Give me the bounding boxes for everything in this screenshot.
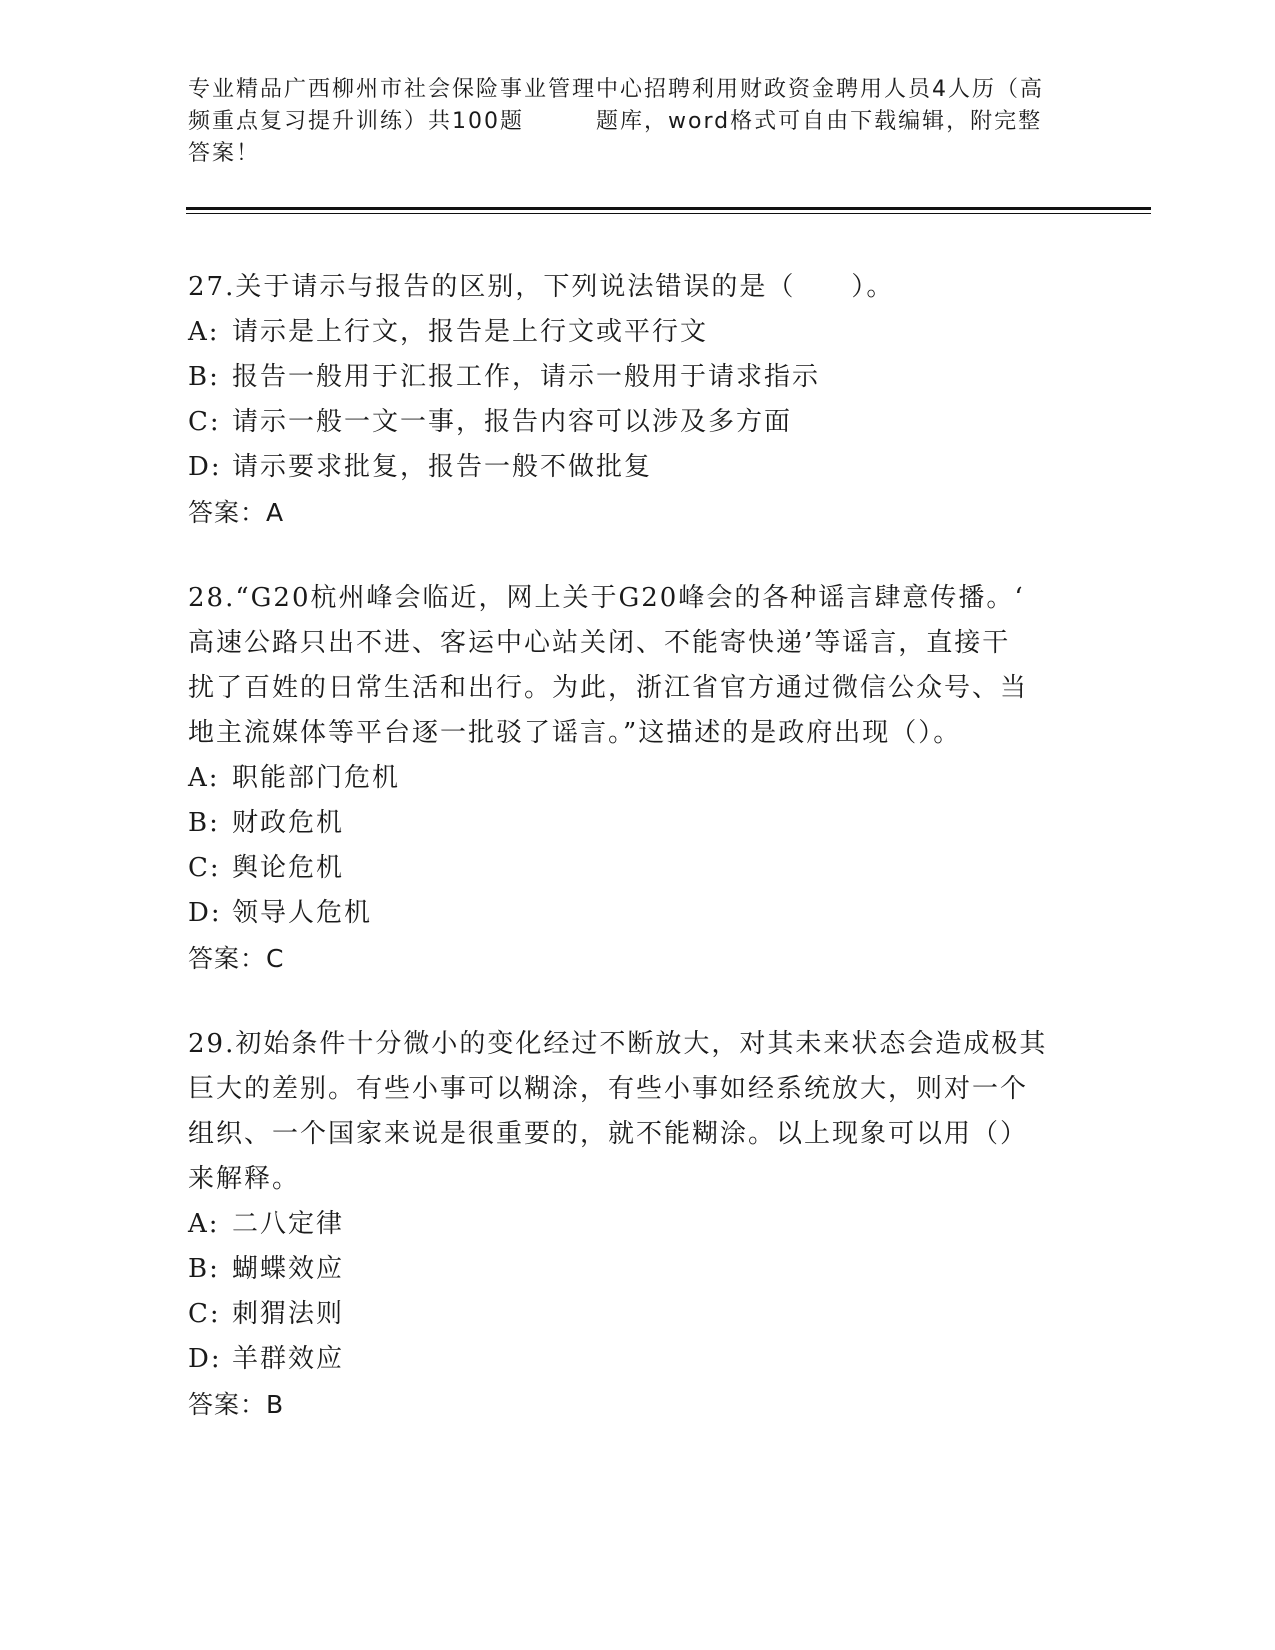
option-text: 领导人危机 xyxy=(232,898,373,928)
option-text: 请示是上行文，报告是上行文或平行文 xyxy=(232,317,709,347)
header-line-3: 答案！ xyxy=(188,141,261,166)
option-text: 财政危机 xyxy=(232,808,345,838)
option-text: 蝴蝶效应 xyxy=(232,1254,345,1284)
option-d xyxy=(188,891,1088,936)
header-line-2-part-2: 题库，word格式可自由下载编辑，附完整 xyxy=(596,109,1043,134)
option-text: 刺猬法则 xyxy=(232,1299,345,1329)
option-letter: D: xyxy=(188,1344,222,1374)
option-b xyxy=(188,355,1088,400)
question-stem xyxy=(188,1022,1088,1202)
option-letter: A: xyxy=(188,1209,220,1239)
question-stem-line: 地主流媒体等平台逐一批驳了谣言。”这描述的是政府出现（）。 xyxy=(188,718,962,748)
header-divider-thin xyxy=(186,213,1151,214)
option-c xyxy=(188,400,1088,445)
option-text: 请示一般一文一事，报告内容可以涉及多方面 xyxy=(232,407,793,437)
option-text: 请示要求批复，报告一般不做批复 xyxy=(232,452,653,482)
option-text: 二八定律 xyxy=(232,1209,345,1239)
option-a xyxy=(188,756,1088,801)
option-c xyxy=(188,846,1088,891)
question-stem xyxy=(188,265,1088,310)
question-list xyxy=(188,265,1088,1468)
document-header xyxy=(188,74,1088,170)
option-a xyxy=(188,310,1088,355)
option-letter: A: xyxy=(188,763,220,793)
option-text: 舆论危机 xyxy=(232,853,345,883)
option-letter: A: xyxy=(188,317,220,347)
answer-line: 答案：C xyxy=(188,944,285,973)
question-stem-line: 高速公路只出不进、客运中心站关闭、不能寄快递’等谣言，直接干 xyxy=(188,628,1011,658)
header-line-1: 专业精品广西柳州市社会保险事业管理中心招聘利用财政资金聘用人员4人历（高 xyxy=(188,77,1044,102)
option-letter: C: xyxy=(188,1299,221,1329)
answer-line: 答案：A xyxy=(188,498,285,527)
answer-line: 答案：B xyxy=(188,1390,285,1419)
question-stem-line: 27.关于请示与报告的区别，下列说法错误的是（ ）。 xyxy=(188,272,895,302)
option-a xyxy=(188,1202,1088,1247)
header-divider-thick xyxy=(186,207,1151,210)
option-d xyxy=(188,445,1088,490)
option-letter: D: xyxy=(188,898,222,928)
question-stem-line: 来解释。 xyxy=(188,1164,301,1194)
header-line-2-part-1: 频重点复习提升训练）共100题 xyxy=(188,109,524,134)
option-text: 报告一般用于汇报工作，请示一般用于请求指示 xyxy=(232,362,821,392)
question-stem-line: 扰了百姓的日常生活和出行。为此，浙江省官方通过微信公众号、当 xyxy=(188,673,1029,703)
option-text: 羊群效应 xyxy=(232,1344,345,1374)
question-stem-line: 巨大的差别。有些小事可以糊涂，有些小事如经系统放大，则对一个 xyxy=(188,1074,1029,1104)
option-text: 职能部门危机 xyxy=(232,763,401,793)
option-b xyxy=(188,1247,1088,1292)
question-stem-line: 28.“G20杭州峰会临近，网上关于G20峰会的各种谣言肆意传播。‘ xyxy=(188,583,1025,613)
option-d xyxy=(188,1337,1088,1382)
option-letter: B: xyxy=(188,1254,220,1284)
question-stem xyxy=(188,576,1088,756)
option-letter: C: xyxy=(188,407,221,437)
option-letter: B: xyxy=(188,808,220,838)
question-stem-line: 29.初始条件十分微小的变化经过不断放大，对其未来状态会造成极其 xyxy=(188,1029,1048,1059)
option-c xyxy=(188,1292,1088,1337)
option-b xyxy=(188,801,1088,846)
option-letter: B: xyxy=(188,362,220,392)
question-stem-line: 组织、一个国家来说是很重要的，就不能糊涂。以上现象可以用（） xyxy=(188,1119,1029,1149)
option-letter: C: xyxy=(188,853,221,883)
option-letter: D: xyxy=(188,452,222,482)
question-27 xyxy=(188,265,1088,535)
header-line-2 xyxy=(188,106,1088,138)
question-29 xyxy=(188,1022,1088,1427)
question-28 xyxy=(188,576,1088,981)
